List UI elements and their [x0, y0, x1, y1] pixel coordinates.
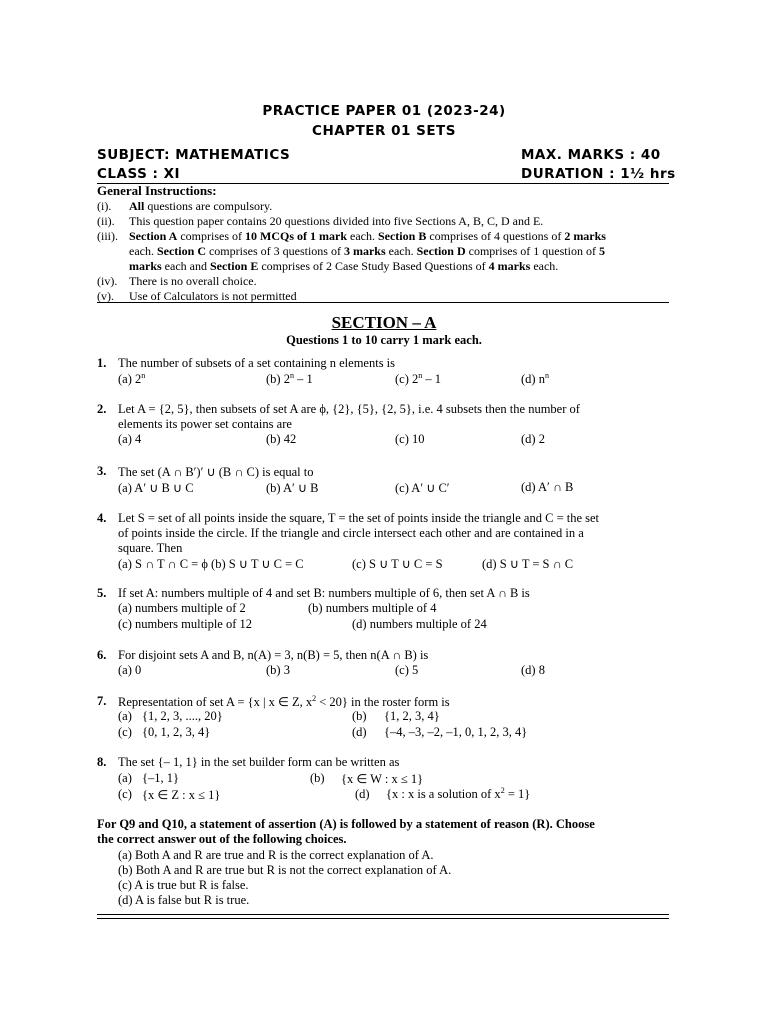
section-subtitle: Questions 1 to 10 carry 1 mark each. [286, 333, 482, 347]
option-d: (d) 2 [521, 432, 545, 446]
option-b: (b) numbers multiple of 4 [308, 601, 437, 615]
option-a: (a) A′ ∪ B ∪ C [118, 481, 194, 495]
option-b: {1, 2, 3, 4} [384, 709, 440, 723]
option-b: (b) 2$^n$ – 1 [266, 370, 313, 386]
option-d: (d) A′ ∩ B [521, 480, 574, 494]
option-a: (a) numbers multiple of 2 [118, 601, 246, 615]
question-text: The set {– 1, 1} in the set builder form can be written as [118, 755, 400, 769]
question-number: 1. [97, 356, 107, 370]
instruction-item: This question paper contains 20 questions divided into five Sections A, B, C, D and E. [129, 214, 544, 228]
instruction-item: Section A comprises of 10 MCQs of 1 mark each. Section B comprises of 4 questions of 2 marks [129, 229, 606, 243]
option-a-label: (a) [118, 771, 132, 785]
subject-label: SUBJECT: MATHEMATICS [97, 147, 291, 163]
instruction-num: (ii). [97, 214, 115, 228]
option-a: (a) 2$^n$ [118, 370, 146, 386]
question-number: 8. [97, 755, 107, 769]
question-number: 2. [97, 402, 107, 416]
question-text: Representation of set A = {x | x ∈ Z, $x^2 < 20$} in the roster form is [118, 693, 450, 709]
instruction-item: All questions are compulsory. [129, 199, 273, 213]
assertion-choice-c: (c) A is true but R is false. [118, 878, 249, 892]
question-text: Let S = set of all points inside the square, T = the set of points inside the triangle and C = the set [118, 511, 600, 525]
instruction-item: Use of Calculators is not permitted [129, 289, 297, 303]
question-number: 6. [97, 648, 107, 662]
instruction-num: (v). [97, 289, 114, 303]
option-a: {1, 2, 3, ...., 20} [142, 709, 223, 723]
option-a: (a) 0 [118, 663, 142, 677]
assertion-choice-a: (a) Both A and R are true and R is the correct explanation of A. [118, 848, 434, 862]
option-d: (d) numbers multiple of 24 [352, 617, 487, 631]
paper-title: PRACTICE PAPER 01 (2023-24) [262, 103, 506, 119]
question-number: 7. [97, 694, 107, 708]
option-a: (a) 4 [118, 432, 142, 446]
option-c: (c) numbers multiple of 12 [118, 617, 252, 631]
option-b: {x ∈ W : x ≤ 1} [341, 772, 424, 786]
option-b: (b) 3 [266, 663, 290, 677]
instructions-heading: General Instructions: [97, 183, 217, 198]
assertion-choice-b: (b) Both A and R are true but R is not the correct explanation of A. [118, 863, 452, 877]
option-c: (c) 10 [395, 432, 425, 446]
question-text-continued: square. Then [118, 541, 183, 555]
footer-rule-bottom [97, 918, 669, 919]
question-text-continued: of points inside the circle. If the triangle and circle intersect each other and are contained in a [118, 526, 584, 540]
duration-label: DURATION : 1½ hrs [521, 166, 676, 182]
option-c: {x ∈ Z : x ≤ 1} [142, 788, 221, 802]
max-marks-label: MAX. MARKS : 40 [521, 147, 661, 163]
option-c: (c) 5 [395, 663, 419, 677]
instruction-num: (i). [97, 199, 112, 213]
section-title: SECTION – A [331, 313, 437, 332]
option-c: {0, 1, 2, 3, 4} [142, 725, 211, 739]
option-c-label: (c) [118, 787, 132, 801]
question-number: 3. [97, 464, 107, 478]
option-c: (c) 2$^n$ – 1 [395, 370, 441, 386]
assertion-instruction: For Q9 and Q10, a statement of assertion (A) is followed by a statement of reason (R). Choose [97, 817, 595, 831]
question-text: Let A = {2, 5}, then subsets of set A are ϕ, {2}, {5}, {2, 5}, i.e. 4 subsets then the number of [118, 402, 580, 416]
assertion-instruction-continued: the correct answer out of the following choices. [97, 832, 347, 846]
option-b-label: (b) [310, 771, 325, 785]
option-d: (d) $n^n$ [521, 370, 549, 386]
class-label: CLASS : XI [97, 166, 181, 182]
instruction-num: (iv). [97, 274, 118, 288]
option-d: {–4, –3, –2, –1, 0, 1, 2, 3, 4} [384, 725, 528, 739]
option-d-label: (d) [352, 725, 367, 739]
option-a: {–1, 1} [142, 771, 179, 785]
instruction-item: There is no overall choice. [129, 274, 257, 288]
instruction-item-continued: marks each and Section E comprises of 2 Case Study Based Questions of 4 marks each. [129, 259, 559, 273]
question-text-continued: elements its power set contains are [118, 417, 292, 431]
chapter-title: CHAPTER 01 SETS [312, 123, 456, 139]
option-a-b: (a) S ∩ T ∩ C = ϕ (b) S ∪ T ∪ C = C [118, 557, 304, 571]
option-b: (b) 42 [266, 432, 297, 446]
option-d: {x : x is a solution of $x^2 = 1$} [386, 785, 531, 801]
option-c-label: (c) [118, 725, 132, 739]
question-number: 5. [97, 586, 107, 600]
option-d: (d) S ∪ T = S ∩ C [482, 557, 574, 571]
instruction-num: (iii). [97, 229, 118, 243]
option-b-label: (b) [352, 709, 367, 723]
option-a-label: (a) [118, 709, 132, 723]
instruction-item-continued: each. Section C comprises of 3 questions of 3 marks each. Section D comprises of 1 question of 5 [129, 244, 605, 258]
question-text: The set (A ∩ B′)′ ∪ (B ∩ C) is equal to [118, 465, 314, 479]
question-number: 4. [97, 511, 107, 525]
question-text: If set A: numbers multiple of 4 and set B: numbers multiple of 6, then set A ∩ B is [118, 586, 530, 600]
option-d: (d) 8 [521, 663, 545, 677]
option-d-label: (d) [355, 787, 370, 801]
option-c: (c) A′ ∪ C′ [395, 481, 450, 495]
option-b: (b) A′ ∪ B [266, 481, 319, 495]
instructions-divider [97, 302, 669, 303]
assertion-choice-d: (d) A is false but R is true. [118, 893, 250, 907]
footer-rule-top [97, 914, 669, 915]
question-text: The number of subsets of a set containing n elements is [118, 356, 396, 370]
question-text: For disjoint sets A and B, n(A) = 3, n(B) = 5, then n(A ∩ B) is [118, 648, 429, 662]
option-c: (c) S ∪ T ∪ C = S [352, 557, 443, 571]
